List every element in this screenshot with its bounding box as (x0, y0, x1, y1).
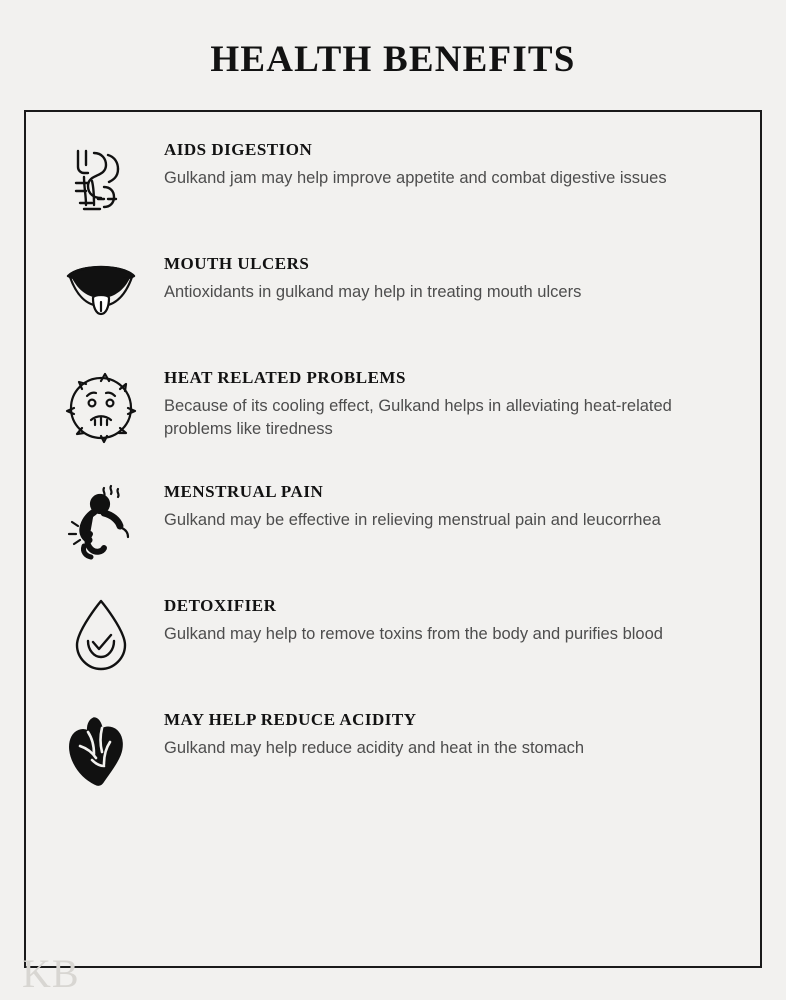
page-title: HEALTH BENEFITS (210, 39, 576, 80)
benefit-title: HEAT RELATED PROBLEMS (164, 368, 406, 387)
sun-heat-face-icon (52, 362, 150, 454)
benefit-description: Gulkand may help reduce acidity and heat in the stomach (164, 738, 585, 757)
list-item (52, 248, 734, 344)
benefit-title: MENSTRUAL PAIN (164, 482, 324, 501)
water-drop-check-icon (52, 590, 150, 682)
benefit-text (164, 590, 734, 646)
list-item (52, 590, 734, 686)
list-item (52, 134, 734, 230)
benefit-title: MAY HELP REDUCE ACIDITY (164, 710, 417, 729)
list-item (52, 704, 734, 800)
benefit-text (164, 476, 734, 532)
benefits-list (52, 134, 734, 800)
menstrual-pain-icon (52, 476, 150, 568)
benefit-text (164, 248, 734, 304)
digestive-system-icon (52, 134, 150, 226)
benefit-description: Antioxidants in gulkand may help in treating mouth ulcers (164, 282, 582, 301)
benefit-description: Gulkand may be effective in relieving menstrual pain and leucorrhea (164, 510, 661, 529)
mouth-tongue-icon (52, 248, 150, 340)
benefit-text (164, 362, 734, 442)
benefit-text (164, 704, 734, 760)
benefits-panel (24, 110, 762, 968)
list-item (52, 476, 734, 572)
benefit-title: DETOXIFIER (164, 596, 277, 615)
benefit-title: AIDS DIGESTION (164, 140, 313, 159)
benefit-description: Gulkand may help to remove toxins from the body and purifies blood (164, 624, 663, 643)
heart-anatomy-icon (52, 704, 150, 796)
benefit-description: Gulkand jam may help improve appetite and combat digestive issues (164, 168, 667, 187)
benefit-text (164, 134, 734, 190)
benefit-description: Because of its cooling effect, Gulkand helps in alleviating heat-related problems like tiredness (164, 396, 672, 439)
benefit-title: MOUTH ULCERS (164, 254, 310, 273)
watermark: KB (22, 951, 80, 996)
list-item (52, 362, 734, 458)
